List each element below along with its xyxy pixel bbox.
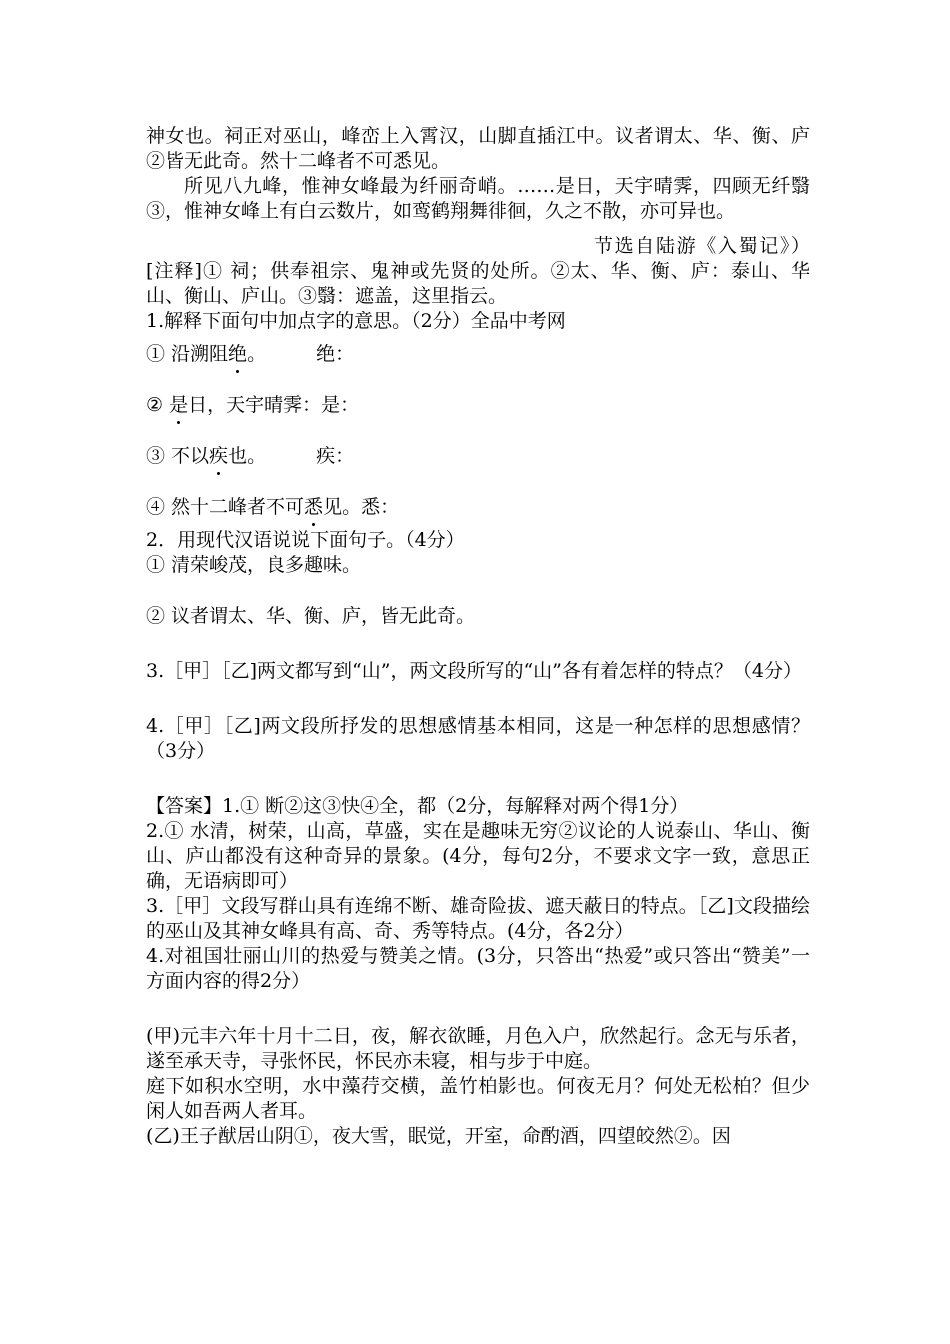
answer-2: 2.① 水清，树荣，山高，草盛，实在是趣味无穷②议论的人说泰山、华山、衡山、庐山都没有这种奇异的景象。(4分，每句2分，不要求文字一致，意思正确，无语病即可） xyxy=(146,820,810,892)
dotted-character: 悉 xyxy=(304,496,324,518)
question-2-stem: 2．用现代汉语说说下面句子。（4分） xyxy=(146,529,465,551)
question-1-item: ③ 不以疾也。 疾： xyxy=(146,445,355,467)
question-2-item: ② 议者谓太、华、衡、庐，皆无此奇。 xyxy=(146,605,476,627)
question-1-stem: 1.解释下面句中加点字的意思。（2分）全品中考网 xyxy=(146,310,566,332)
document-page xyxy=(146,124,810,1149)
answer-4: 4.对祖国壮丽山川的热爱与赞美之情。(3分，只答出“热爱”或只答出“赞美”一方面内容的得2分） xyxy=(146,945,810,992)
question-4: 4.［甲］［乙]两文段所抒发的思想感情基本相同，这是一种怎样的思想感情？（3分） xyxy=(146,715,810,762)
passage-yi-paragraph: (乙)王子猷居山阴①，夜大雪，眠觉，开室，命酌酒，四望皎然②。因 xyxy=(146,1125,731,1147)
question-1-item: ④ 然十二峰者不可悉见。悉： xyxy=(146,496,400,518)
dotted-character: 疾 xyxy=(209,445,229,467)
passage-source: 节选自陆游《入蜀记》） xyxy=(594,235,810,257)
question-1-item: ① 沿溯阻绝。 绝： xyxy=(146,343,355,365)
dotted-character: 是 xyxy=(169,394,189,416)
passage-jia-paragraph: (甲)元丰六年十月十二日，夜，解衣欲睡，月色入户，欣然起行。念无与乐者，遂至承天寺，寻张怀民，怀民亦未寝，相与步于中庭。 xyxy=(146,1025,810,1072)
passage-notes: [注释]① 祠；供奉祖宗、鬼神或先贤的处所。②太、华、衡、庐：泰山、华山、衡山、庐山。③翳：遮盖，这里指云。 xyxy=(146,260,810,307)
question-3: 3.［甲］［乙]两文都写到“山”，两文段所写的“山”各有着怎样的特点？（4分） xyxy=(146,660,802,682)
answer-1: 【答案】1.① 断②这③快④全，都（2分，每解释对两个得1分） xyxy=(146,795,689,817)
question-1-item: ② 是日，天宇晴霁：是： xyxy=(146,394,360,416)
answer-3: 3.［甲］文段写群山具有连绵不断、雄奇险拔、遮天蔽日的特点。［乙]文段描绘的巫山及其神女峰具有高、奇、秀等特点。(4分，各2分） xyxy=(146,895,810,942)
passage-paragraph: 神女也。祠正对巫山，峰峦上入霄汉，山脚直插江中。议者谓太、华、衡、庐②皆无此奇。然十二峰者不可悉见。 xyxy=(146,125,810,172)
dotted-character: 绝 xyxy=(228,343,248,365)
passage-jia-paragraph: 庭下如积水空明，水中藻荇交横，盖竹柏影也。何夜无月？何处无松柏？但少闲人如吾两人者耳。 xyxy=(146,1075,810,1122)
passage-paragraph: 所见八九峰，惟神女峰最为纤丽奇峭。……是日，天宇晴霁，四顾无纤翳③，惟神女峰上有白云数片，如鸾鹤翔舞徘徊，久之不散，亦可异也。 xyxy=(146,175,810,222)
question-2-item: ① 清荣峻茂，良多趣味。 xyxy=(146,554,362,576)
